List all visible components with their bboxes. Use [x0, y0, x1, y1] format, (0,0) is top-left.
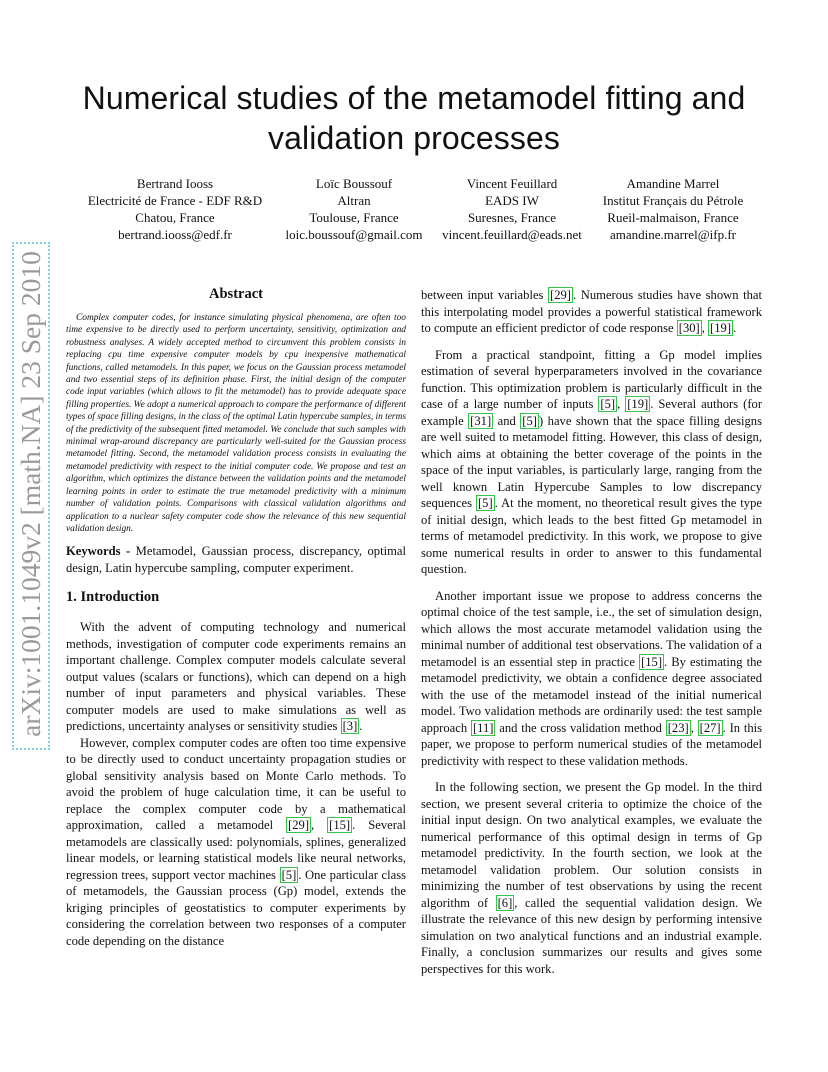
paragraph-text: and	[497, 413, 516, 428]
citation-link[interactable]: [27]	[699, 720, 721, 735]
paragraph-text: In this paper, we propose to perform numerical studies of the metamodel predictivity with respect to these validation methods.	[421, 720, 763, 768]
author-affiliation: Altran	[337, 193, 371, 208]
keywords-label: Keywords -	[66, 544, 131, 559]
citation-link[interactable]: [6]	[497, 895, 513, 910]
intro-paragraph: From a practical standpoint, fitting a Gp model implies estimation of several hyperparameters involved in the covariance function. This optimization problem is particularly difficult in the case of a large number of inputs [5] , [19] . Several authors (for example [31] and [5] ) have shown that the space filling designs are well suited to metamodel fitting. However, this class of design, which aims at obtaining the better coverage of the points in the space of the input variables, is particularly large, ranging from the well known Latin Hypercube Samples to low discrepancy sequences [5] . At the moment, no theoretical result gives the type of initial design, which leads to the best fitted Gp metamodel in terms of metamodel predictivity. In this work, we propose to give some numerical results in order to answer to this fundamental question.	[421, 347, 763, 576]
author-email: loic.boussouf@gmail.com	[285, 227, 423, 242]
paper-title	[60, 78, 768, 158]
paragraph-text: Numerous studies have shown that this interpolating model provides a powerful statistical framework to compute an efficient predictor of code response	[421, 288, 762, 335]
arxiv-stamp[interactable]: arXiv:1001.1049v2 [math.NA] 23 Sep 2010	[15, 251, 46, 737]
section-heading-introduction: 1. Introduction	[66, 589, 160, 606]
author-name: Amandine Marrel	[626, 176, 720, 191]
citation-link[interactable]: [19]	[627, 397, 649, 411]
citation-link[interactable]: [30]	[678, 321, 700, 335]
citation-link[interactable]: [19]	[710, 321, 732, 335]
author-location: Suresnes, France	[467, 210, 557, 225]
author-location: Toulouse, France	[309, 210, 399, 225]
citation-link[interactable]: [11]	[472, 720, 494, 735]
author-block	[438, 175, 586, 243]
right-column	[421, 287, 762, 977]
author-email: bertrand.iooss@edf.fr	[118, 227, 232, 242]
paragraph-text: By estimating the metamodel predictivity, we obtain a confidence degree associated with the use of the metamodel instead of the initial numerical model. Two validation methods are ordinarily used: the test sample approach	[421, 654, 762, 735]
author-email: amandine.marrel@ifp.fr	[609, 227, 737, 242]
citation-link[interactable]: [29]	[288, 818, 310, 833]
paragraph-text: ) have shown that the space filling designs are well suited to metamodel fitting. However, this class of design, which aims at obtaining the better coverage of the points in the space of the input variables, is particularly large, ranging from the well known Latin Hypercube Samples to low discrepancy sequences	[421, 413, 762, 510]
citation-link[interactable]: [29]	[550, 288, 571, 302]
citation-link[interactable]: [3]	[342, 719, 358, 734]
intro-paragraph: Another important issue we propose to address concerns the optimal choice of the test sample, i.e., the set of simulation design, which allows the most accurate metamodel validation using the minimal number of additional test observations. The validation of a metamodel is an essential step in practice [15] . By estimating the metamodel predictivity, we obtain a confidence degree associated with the use of the metamodel instead of the initial numerical model. Two validation methods are ordinarily used: the test sample approach [11] and the cross validation method [23] , [27] . In this paper, we propose to perform numerical studies of the metamodel predictivity with respect to these validation methods.	[421, 588, 763, 768]
paragraph-text: , called the sequential validation design. We illustrate the relevance of this new design by performing intensive simulation on two analytical functions and an industrial example. Finally, a conclusion summarizes our results and gives some perspectives for this work.	[421, 895, 762, 976]
author-email: vincent.feuillard@eads.net	[442, 227, 582, 242]
paragraph-text: From a practical standpoint, fitting a Gp model implies estimation of several hyperparameters involved in the covariance function. This optimization problem is particularly difficult in the case of a large number of inputs	[421, 347, 762, 411]
paragraph-text: However, complex computer codes are often too time expensive to be directly used to conduct uncertainty propagation studies or global sensitivity analysis based on Monte Carlo methods. To avoid the problem of huge calculation time, it can be useful to replace the complex computer code by a mathematical approximation, called a metamodel	[66, 735, 406, 833]
paragraph-text: At the moment, no theoretical result gives the type of initial design, which leads to the best fitted Gp metamodel in terms of metamodel predictivity. In this work, we propose to give some numerical results in order to answer to this fundamental question.	[421, 496, 762, 576]
keywords	[66, 543, 406, 576]
citation-link[interactable]: [15]	[329, 818, 351, 833]
author-block	[80, 175, 270, 243]
abstract-heading: Abstract	[209, 286, 263, 302]
left-column	[66, 285, 406, 949]
citation-link[interactable]: [31]	[470, 413, 492, 428]
paragraph-text: and the cross validation method	[499, 720, 662, 735]
paragraph-text: Another important issue we propose to address concerns the optimal choice of the test sample, i.e., the set of simulation design, which allows the most accurate metamodel validation using the minimal number of additional test observations. The validation of a metamodel is an essential step in practice	[421, 588, 762, 669]
title-line-1: Numerical studies of the metamodel fitting and	[82, 80, 746, 116]
author-affiliation: EADS IW	[485, 193, 539, 208]
abstract-text: Complex computer codes, for instance simulating physical phenomena, are often too time expensive to be directly used to perform uncertainty, sensitivity, optimization and robustness analyses. A widely accepted method to circumvent this problem consists in replacing cpu time expensive computer models by cpu inexpensive mathematical functions, called metamodels. In this paper, we focus on the Gaussian process metamodel and two essential steps of its definition phase. First, the initial design of the computer code input variables (which allows to fit the metamodel) has to provide adequate space filling properties. We adopt a numerical approach to compare the performance of different types of space filling designs, in the class of the optimal Latin hypercube samples, in terms of the predictivity of the subsequent fitted metamodel. We conclude that such samples with minimal wrap-around discrepancy are particularly well-suited for the Gaussian process metamodel fitting. Second, the metamodel validation process consists in evaluating the metamodel predictivity with respect to the initial computer code. We propose and test an algorithm, which optimizes the distance between the validation points and the metamodel learning points in order to estimate the true metamodel predictivity with a minimum number of validation points. Comparisons with classical validation algorithms and application to a nuclear safety computer code show the relevance of this new sequential validation design.	[66, 313, 406, 534]
citation-link[interactable]: [15]	[641, 654, 663, 669]
author-location: Chatou, France	[135, 210, 215, 225]
intro-paragraph: between input variables [29] . Numerous studies have shown that this interpolating model provides a powerful statistical framework to compute an efficient predictor of code response [30] , [19] .	[421, 288, 762, 335]
author-location: Rueil-malmaison, France	[607, 210, 739, 225]
intro-paragraph: However, complex computer codes are often too time expensive to be directly used to conduct uncertainty propagation studies or global sensitivity analysis based on Monte Carlo methods. To avoid the problem of huge calculation time, it can be useful to replace the complex computer code by a mathematical approximation, called a metamodel [29] , [15] . Several metamodels are classically used: polynomials, splines, generalized linear models, or learning statistical models like neural networks, regression trees, support vector machines [5] . One particular class of metamodels, the Gaussian process (Gp) model, extends the kriging principles of geostatistics to computer experiments by considering the correlation between two responses of a computer code depending on the distance	[66, 735, 406, 948]
author-block	[283, 175, 425, 243]
citation-link[interactable]: [5]	[477, 496, 493, 510]
author-affiliation: Institut Français du Pétrole	[602, 193, 744, 208]
citation-link[interactable]: [5]	[600, 397, 616, 411]
paragraph-text: Several metamodels are classically used: polynomials, splines, generalized linear models, or learning statistical models like neural networks, regression trees, support vector machines	[66, 818, 406, 882]
author-affiliation: Electricité de France - EDF R&D	[87, 193, 263, 208]
citation-link[interactable]: [23]	[667, 720, 689, 735]
intro-paragraph	[421, 779, 762, 977]
title-line-2: validation processes	[268, 120, 560, 156]
author-name: Loïc Boussouf	[315, 176, 393, 191]
intro-paragraph: With the advent of computing technology and numerical methods, investigation of computer code experiments remains an important challenge. Complex computer models calculate several output values (scalars or functions), which can depend on a high number of input parameters and physical variables. These computer models are used to make simulations as well as predictions, uncertainty analyses or sensitivity studies [3] .	[66, 620, 406, 734]
paragraph-text: With the advent of computing technology and numerical methods, investigation of computer code experiments remains an important challenge. Complex computer models calculate several output values (scalars or functions), which can depend on a high number of input parameters and physical variables. These computer models are used to make simulations as well as predictions, uncertainty analyses or sensitivity studies	[66, 620, 406, 734]
paragraph-text: Several authors (for example	[421, 397, 763, 428]
citation-link[interactable]: [5]	[281, 867, 297, 882]
citation-link[interactable]: [5]	[522, 413, 537, 428]
author-name: Vincent Feuillard	[466, 176, 558, 191]
paragraph-text: One particular class of metamodels, the Gaussian process (Gp) model, extends the kriging principles of geostatistics to computer experiments by considering the correlation between two responses of a computer code depending on the distance	[66, 867, 406, 948]
keywords-text: Metamodel, Gaussian process, discrepancy, optimal design, Latin hypercube sampling, computer experiment.	[66, 544, 406, 575]
author-block	[594, 175, 752, 243]
paragraph-text: In the following section, we present the Gp model. In the third section, we present several criteria to optimize the choice of the initial input design. On two analytical examples, we evaluate the numerical performance of this optimal design in terms of Gp metamodel predictivity. In the fourth section, we look at the metamodel validation problem. Our solution consists in minimizing the number of test observations by using the recent algorithm of	[421, 780, 762, 910]
author-name: Bertrand Iooss	[136, 176, 214, 191]
paragraph-text: between input variables	[421, 288, 544, 302]
